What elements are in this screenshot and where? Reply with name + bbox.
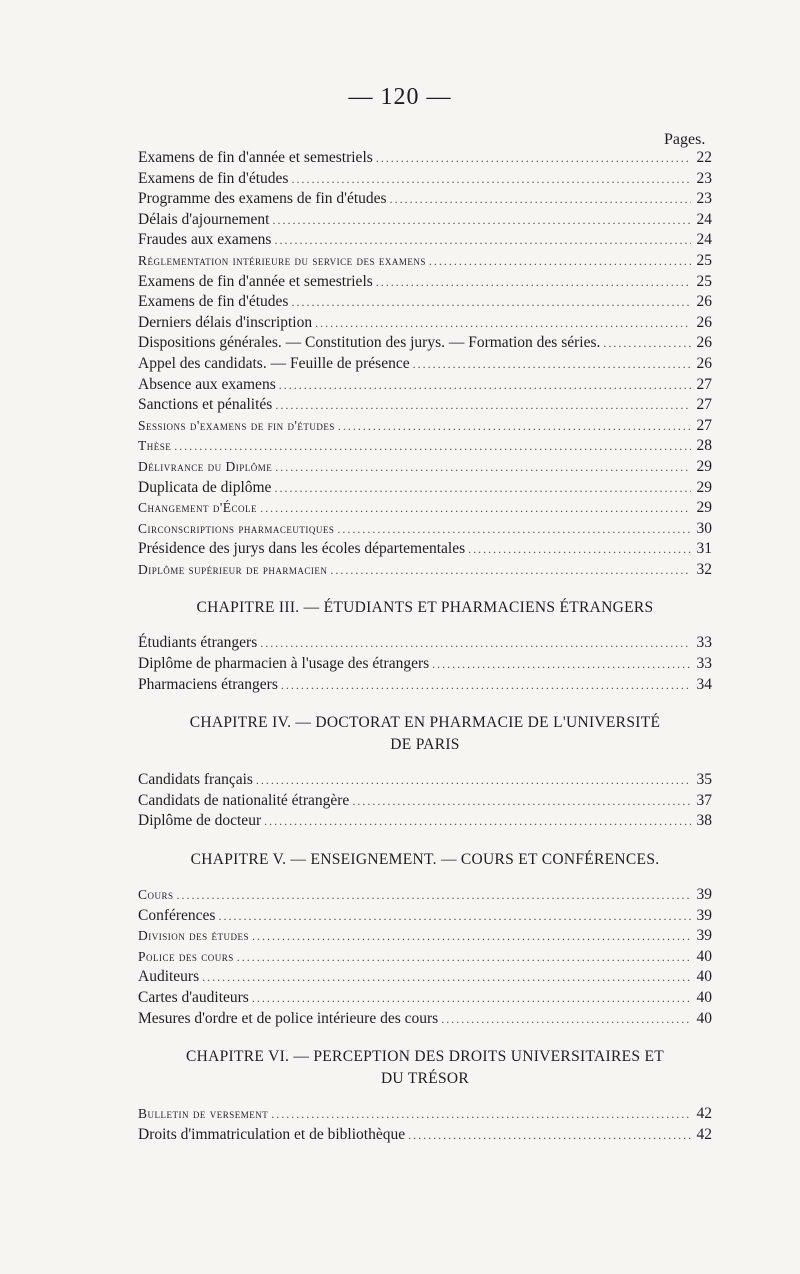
dot-leader [202,967,691,988]
toc-entry-label: Pharmaciens étrangers [138,675,278,693]
toc-entry-label: Bulletin de versement [138,1106,269,1122]
toc-entry-page: 30 [696,519,712,537]
toc-entry-page: 25 [696,251,712,269]
toc-entry-label: Auditeurs [138,968,200,986]
toc-entry-label: Diplôme supérieur de pharmacien [138,561,328,577]
toc-entry-page: 42 [696,1105,712,1123]
toc-entry-page: 35 [696,771,712,789]
toc-entry [138,251,712,272]
toc-entry [138,560,712,581]
toc-entry [138,395,712,416]
toc-entry-page: 27 [696,416,712,434]
toc-entry-page: 40 [696,947,712,965]
toc-entry-page: 26 [696,293,712,311]
dot-leader [279,375,691,396]
dot-leader [252,926,691,947]
toc-entry-label: Droits d'immatriculation et de bibliothèque [138,1125,406,1143]
dot-leader [291,292,691,313]
toc-entry [138,885,712,906]
toc-entry-label: Présidence des jurys dans les écoles départementales [138,540,466,558]
toc-entry-label: Thèse [138,438,172,454]
toc-entry-label: Duplicata de diplôme [138,478,272,496]
chapter-title: CHAPITRE V. — ENSEIGNEMENT. — COURS ET CONFÉRENCES. [190,851,660,869]
toc-entry [138,770,712,791]
toc-entry [138,539,712,560]
toc-entry-page: 40 [696,1009,712,1027]
dot-leader [271,1104,691,1125]
toc-entry-label: Examens de fin d'année et semestriels [138,149,373,166]
toc-entry-label: Appel des candidats. — Feuille de présence [138,354,410,372]
toc-entry-label: Derniers délais d'inscription [138,313,313,331]
toc-entry [138,906,712,927]
dot-leader [177,885,691,906]
toc-entry-label: Sessions d'examens de fin d'études [138,417,335,433]
toc-entry [138,654,712,675]
dot-leader [315,313,691,334]
toc-entry-label: Délais d'ajournement [138,210,270,228]
dot-leader [218,906,691,927]
dot-leader [260,498,691,519]
toc-entry-label: Examens de fin d'année et semestriels [138,272,373,290]
toc-entry [138,519,712,540]
toc-entry-label: Dispositions générales. — Constitution des jurys. — Formation des séries. [138,334,601,352]
dot-leader [376,272,691,293]
toc-entry [138,633,712,654]
toc-entry [138,169,712,190]
toc-entry [138,313,712,334]
toc-entry-page: 27 [696,396,712,414]
toc-entry-page: 22 [696,149,712,166]
toc-entry [138,148,712,169]
chapter-title: CHAPITRE VI. — PERCEPTION DES DROITS UNIVERSITAIRES ET DU TRÉSOR [186,1048,664,1088]
toc-entry-label: Sanctions et pénalités [138,396,273,414]
toc-entry [138,926,712,947]
toc-entry-page: 33 [696,655,712,673]
dot-leader [237,947,691,968]
toc-entry-page: 33 [696,634,712,652]
toc-entry-label: Cartes d'auditeurs [138,989,249,1006]
toc-entry-page: 26 [696,313,712,331]
toc-entry [138,436,712,457]
toc-entry [138,498,712,519]
toc-entry [138,967,712,988]
dot-leader [413,354,691,375]
dot-leader [408,1125,691,1146]
toc-entry-page: 34 [696,675,712,693]
toc-entry-page: 39 [696,927,712,945]
toc-entry [138,230,712,251]
toc-entry [138,354,712,375]
toc-entry-label: Changement d'École [138,500,258,516]
toc-entry-page: 24 [696,210,712,228]
toc-entry-label: Réglementation intérieure du service des examens [138,252,426,268]
toc-entry-page: 29 [696,499,712,517]
dot-leader [260,633,691,654]
chapter-title: CHAPITRE IV. — DOCTORAT EN PHARMACIE DE L'UNIVERSITÉ DE PARIS [189,714,661,754]
toc-entry [138,947,712,968]
toc-entry-label: Cours [138,887,174,903]
dot-leader [274,478,691,499]
toc-entry-page: 42 [696,1125,712,1143]
dot-leader [338,416,691,437]
toc-entry [138,189,712,210]
dot-leader [264,811,691,832]
toc-entry [138,478,712,499]
toc-entry-label: Diplôme de docteur [138,812,262,830]
dot-leader [432,654,691,675]
toc-entry-label: Délivrance du Diplôme [138,458,273,474]
toc-entry-label: Circonscriptions pharmaceutiques [138,520,335,536]
dot-leader [352,791,691,812]
toc-entry [138,1009,712,1030]
toc-entry-label: Étudiants étrangers [138,634,258,652]
toc-entry [138,210,712,231]
dot-leader [274,230,691,251]
toc-entry [138,811,712,832]
toc-entry-page: 29 [696,478,712,496]
toc-entry [138,375,712,396]
dot-leader [441,1009,691,1030]
toc-entry-page: 39 [696,886,712,904]
toc-entry [138,988,712,1009]
toc-entry [138,675,712,696]
toc-entry-label: Police des cours [138,948,234,964]
chapter-title: CHAPITRE III. — ÉTUDIANTS ET PHARMACIENS ÉTRANGERS [196,599,654,617]
toc-entry-page: 40 [696,989,712,1006]
dot-leader [275,457,691,478]
toc-entry-page: 28 [696,437,712,455]
toc-entry-page: 39 [696,906,712,924]
dot-leader [603,333,691,354]
toc-entry-page: 29 [696,457,712,475]
dot-leader [390,189,691,210]
toc-entry [138,791,712,812]
toc-entry-page: 23 [696,190,712,208]
pages-column-label: Pages. [664,131,706,148]
toc-entry [138,1125,712,1146]
dot-leader [337,519,691,540]
toc-entry-label: Examens de fin d'études [138,169,289,187]
dot-leader [273,210,692,231]
dot-leader [256,770,691,791]
toc-entry-page: 40 [696,968,712,986]
toc-entry [138,1104,712,1125]
dot-leader [468,539,691,560]
toc-entry-page: 31 [696,540,712,558]
dot-leader [252,988,691,1009]
toc-entry-label: Diplôme de pharmacien à l'usage des étrangers [138,655,430,673]
toc-entry-page: 24 [696,231,712,249]
toc-entry-page: 37 [696,791,712,809]
toc-entry-page: 27 [696,375,712,393]
dot-leader [330,560,691,581]
dot-leader [291,169,691,190]
toc-entry [138,333,712,354]
toc-entry-page: 25 [696,272,712,290]
toc-entry-label: Programme des examens de fin d'études [138,190,387,208]
toc-entry [138,416,712,437]
toc-entry-page: 38 [696,812,712,830]
toc-entry-label: Division des études [138,928,249,944]
toc-entry-page: 32 [696,560,712,578]
toc-entry-label: Absence aux examens [138,375,276,393]
dot-leader [174,436,691,457]
toc-entry-label: Mesures d'ordre et de police intérieure des cours [138,1009,439,1027]
toc-entry-label: Candidats français [138,771,253,789]
toc-entry-label: Candidats de nationalité étrangère [138,791,350,809]
toc-entry-label: Fraudes aux examens [138,231,272,249]
toc-entry [138,272,712,293]
toc-entry-label: Examens de fin d'études [138,293,289,311]
toc-entry-label: Conférences [138,906,216,924]
dot-leader [376,148,691,169]
dot-leader [429,251,691,272]
table-of-contents [138,148,712,1145]
dot-leader [281,675,691,696]
dot-leader [275,395,691,416]
toc-entry [138,457,712,478]
page-number: — 120 — [348,84,452,110]
toc-entry-page: 26 [696,334,712,352]
toc-entry-page: 23 [696,169,712,187]
toc-entry [138,292,712,313]
toc-entry-page: 26 [696,354,712,372]
